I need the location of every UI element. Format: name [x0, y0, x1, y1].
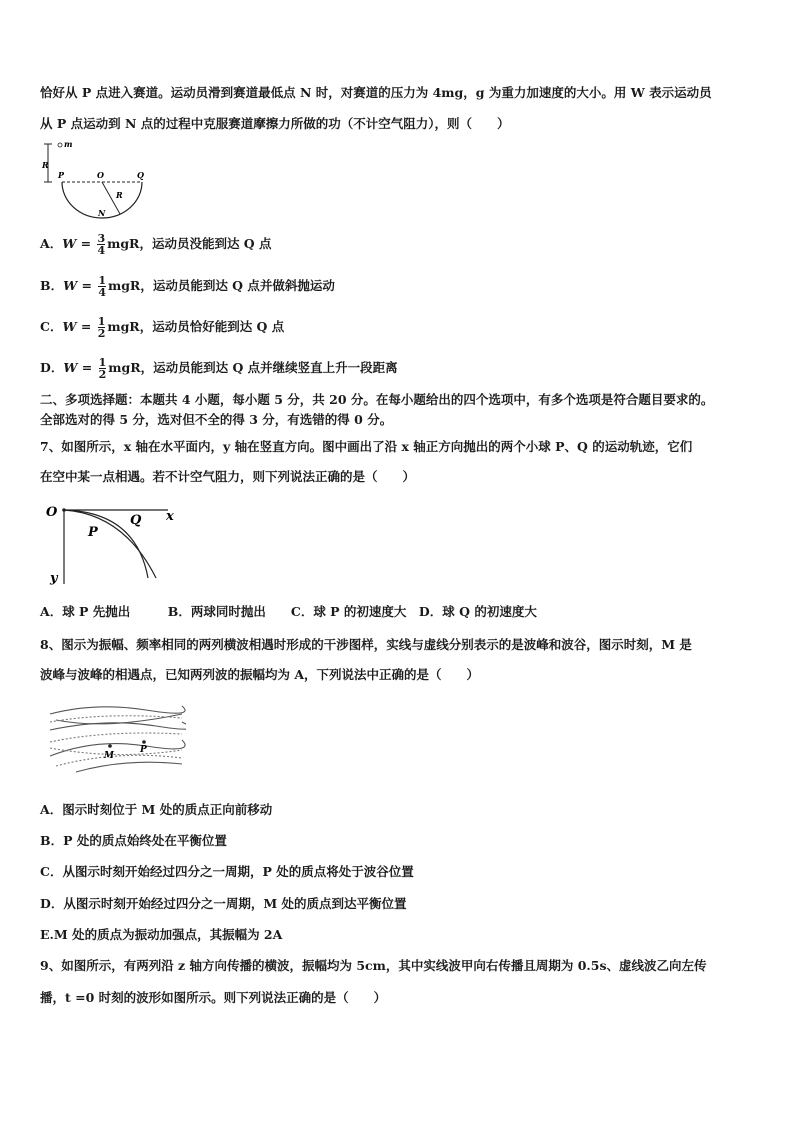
- section2-line1: 二、多项选择题：本题共 4 小题，每小题 5 分，共 20 分。在每小题给出的四个选项中，有多个选项是符合题目要求的。: [40, 392, 714, 407]
- q7-text-line1: 7、如图所示，x 轴在水平面内，y 轴在竖直方向。图中画出了沿 x 轴正方向抛出的两个小球 P、Q 的运动轨迹，它们: [40, 439, 693, 454]
- q7-text-line2: 在空中某一点相遇。若不计空气阻力，则下列说法正确的是（ ）: [40, 469, 416, 484]
- section2-line2: 全部选对的得 5 分，选对但不全的得 3 分，有选错的得 0 分。: [40, 412, 393, 427]
- q8-option-b: B．P 处的质点始终处在平衡位置: [40, 833, 227, 848]
- q6-text-line2: 从 P 点运动到 N 点的过程中克服赛道摩擦力所做的功（不计空气阻力），则（ ）: [40, 116, 510, 131]
- q6-text-line1: 恰好从 P 点进入赛道。运动员滑到赛道最低点 N 时，对赛道的压力为 4mg，g 为重力加速度的大小。用 W 表示运动员: [40, 85, 712, 100]
- q8-label-p: P: [140, 745, 147, 755]
- q6-label-q: Q: [137, 170, 144, 180]
- q8-option-e: E.M 处的质点为振动加强点，其振幅为 2A: [40, 927, 283, 942]
- q6-label-r: R: [116, 190, 123, 200]
- q7-figure-trajectories: [44, 500, 184, 588]
- q6-option-a: A．W = $\frac{3}{4}$ mgR，运动员没能到达 Q 点: [40, 232, 272, 257]
- q8-label-m: M: [104, 751, 114, 761]
- q8-text-line1: 8、图示为振幅、频率相同的两列横波相遇时形成的干涉图样，实线与虚线分别表示的是波峰和波谷，图示时刻，M 是: [40, 637, 692, 652]
- q6-figure-semicircle: [38, 138, 168, 230]
- q7-label-y: y: [50, 571, 58, 586]
- q8-option-a: A．图示时刻位于 M 处的质点正向前移动: [40, 802, 273, 817]
- q6-label-n: N: [98, 208, 106, 218]
- q7-label-x: x: [166, 509, 174, 524]
- q6-label-r-top: R: [42, 160, 49, 170]
- q6-label-m: m: [64, 139, 73, 149]
- q7-label-p: P: [88, 525, 98, 540]
- q8-option-d: D．从图示时刻开始经过四分之一周期，M 处的质点到达平衡位置: [40, 896, 407, 911]
- q6-option-d: D．W = $\frac{1}{2}$ mgR，运动员能到达 Q 点并继续竖直上升一段距离: [40, 356, 398, 381]
- q8-figure-interference: [46, 700, 186, 780]
- q6-label-p: P: [58, 170, 65, 180]
- q9-text-line2: 播，t =0 时刻的波形如图所示。则下列说法正确的是（ ）: [40, 990, 387, 1005]
- q7-label-o: O: [46, 505, 58, 520]
- q7-options: A．球 P 先抛出 B．两球同时抛出 C．球 P 的初速度大 D．球 Q 的初速度大: [40, 604, 537, 619]
- q8-option-c: C．从图示时刻开始经过四分之一周期，P 处的质点将处于波谷位置: [40, 864, 414, 879]
- q6-option-b: B．W = $\frac{1}{4}$ mgR，运动员能到达 Q 点并做斜抛运动: [40, 274, 335, 299]
- q8-text-line2: 波峰与波峰的相遇点，已知两列波的振幅均为 A，下列说法中正确的是（ ）: [40, 667, 480, 682]
- q6-label-o: O: [97, 170, 104, 180]
- q9-text-line1: 9、如图所示，有两列沿 z 轴方向传播的横波，振幅均为 5cm，其中实线波甲向右传播且周期为 0.5s、虚线波乙向左传: [40, 958, 707, 973]
- q7-label-q: Q: [130, 513, 142, 528]
- q6-option-c: C．W = $\frac{1}{2}$ mgR，运动员恰好能到达 Q 点: [40, 315, 285, 340]
